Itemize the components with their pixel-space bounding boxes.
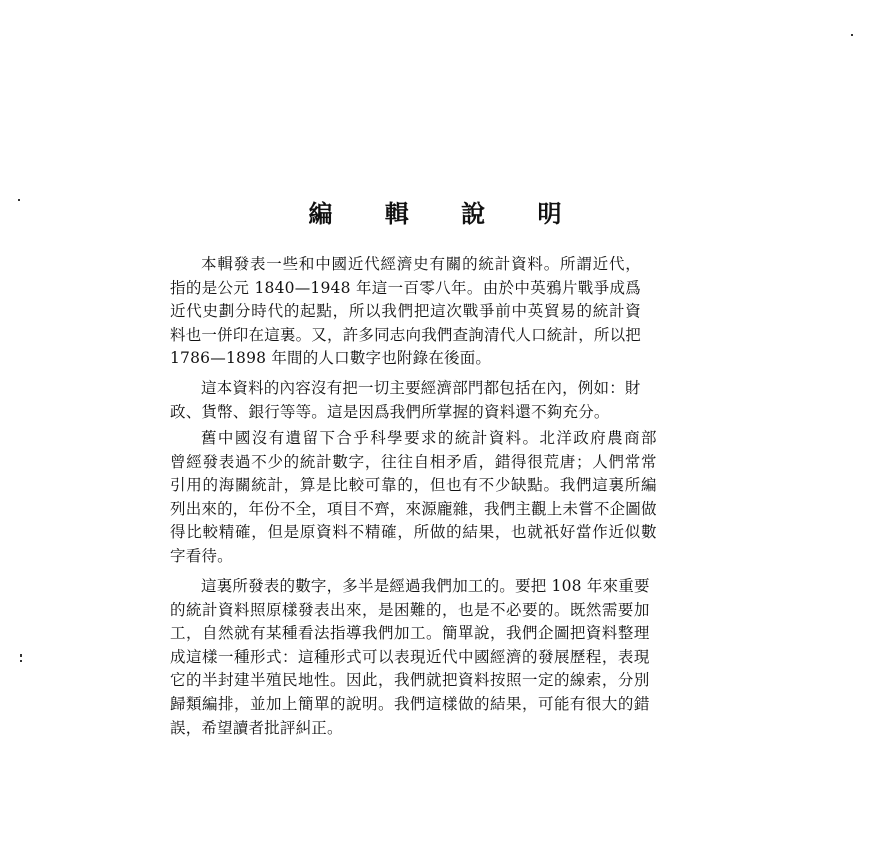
text-line: 政、貨幣、銀行等等。這是因爲我們所掌握的資料還不夠充分。	[170, 402, 610, 421]
text-line: 曾經發表過不少的統計數字，往往自相矛盾，錯得很荒唐；人們常常	[170, 452, 657, 471]
text-line: 這裏所發表的數字，多半是經過我們加工的。要把 108 年來重要	[201, 577, 650, 595]
text-line: 料也一併印在這裏。又，許多同志向我們查詢清代人口統計，所以把	[170, 325, 642, 344]
scan-speck	[851, 34, 853, 36]
scan-speck	[20, 654, 22, 657]
paragraph-2	[170, 377, 641, 424]
text-line: 列出來的，年份不全，項目不齊，來源龐雜，我們主觀上未嘗不企圖做	[170, 499, 657, 518]
text-line: 它的半封建半殖民地性。因此，我們就把資料按照一定的線索，分別	[170, 671, 650, 690]
text-line: 誤，希望讀者批評糾正。	[170, 718, 343, 737]
paragraph-3	[170, 427, 657, 569]
scan-speck	[20, 660, 22, 662]
text-line: 舊中國沒有遺留下合乎科學要求的統計資料。北洋政府農商部	[201, 429, 657, 447]
text-line: 字看待。	[170, 546, 233, 565]
paragraph-4	[170, 575, 650, 740]
page-title: 編 輯 說 明	[308, 199, 584, 228]
text-line: 的統計資料照原樣發表出來，是困難的，也是不必要的。既然需要加	[170, 600, 650, 619]
text-line: 工，自然就有某種看法指導我們加工。簡單說，我們企圖把資料整理	[170, 624, 650, 643]
text-line: 得比較精確，但是原資料不精確，所做的結果，也就祇好當作近似數	[170, 523, 657, 542]
text-line: 歸類編排，並加上簡單的說明。我們這樣做的結果，可能有很大的錯	[170, 694, 650, 713]
paragraph-1	[170, 253, 641, 371]
text-line: 本輯發表一些和中國近代經濟史有關的統計資料。所謂近代，	[201, 255, 642, 273]
text-line: 近代史劃分時代的起點，所以我們把這次戰爭前中英貿易的統計資	[170, 302, 642, 321]
text-line: 指的是公元 1840—1948 年這一百零八年。由於中英鴉片戰爭成爲	[170, 278, 642, 297]
text-line: 引用的海關統計，算是比較可靠的，但也有不少缺點。我們這裏所編	[170, 476, 657, 495]
scan-speck	[18, 199, 20, 201]
text-line: 1786—1898 年間的人口數字也附錄在後面。	[170, 349, 492, 368]
text-line: 這本資料的內容沒有把一切主要經濟部門都包括在內，例如：財	[201, 379, 641, 397]
text-line: 成這樣一種形式：這種形式可以表現近代中國經濟的發展歷程，表現	[170, 647, 650, 666]
